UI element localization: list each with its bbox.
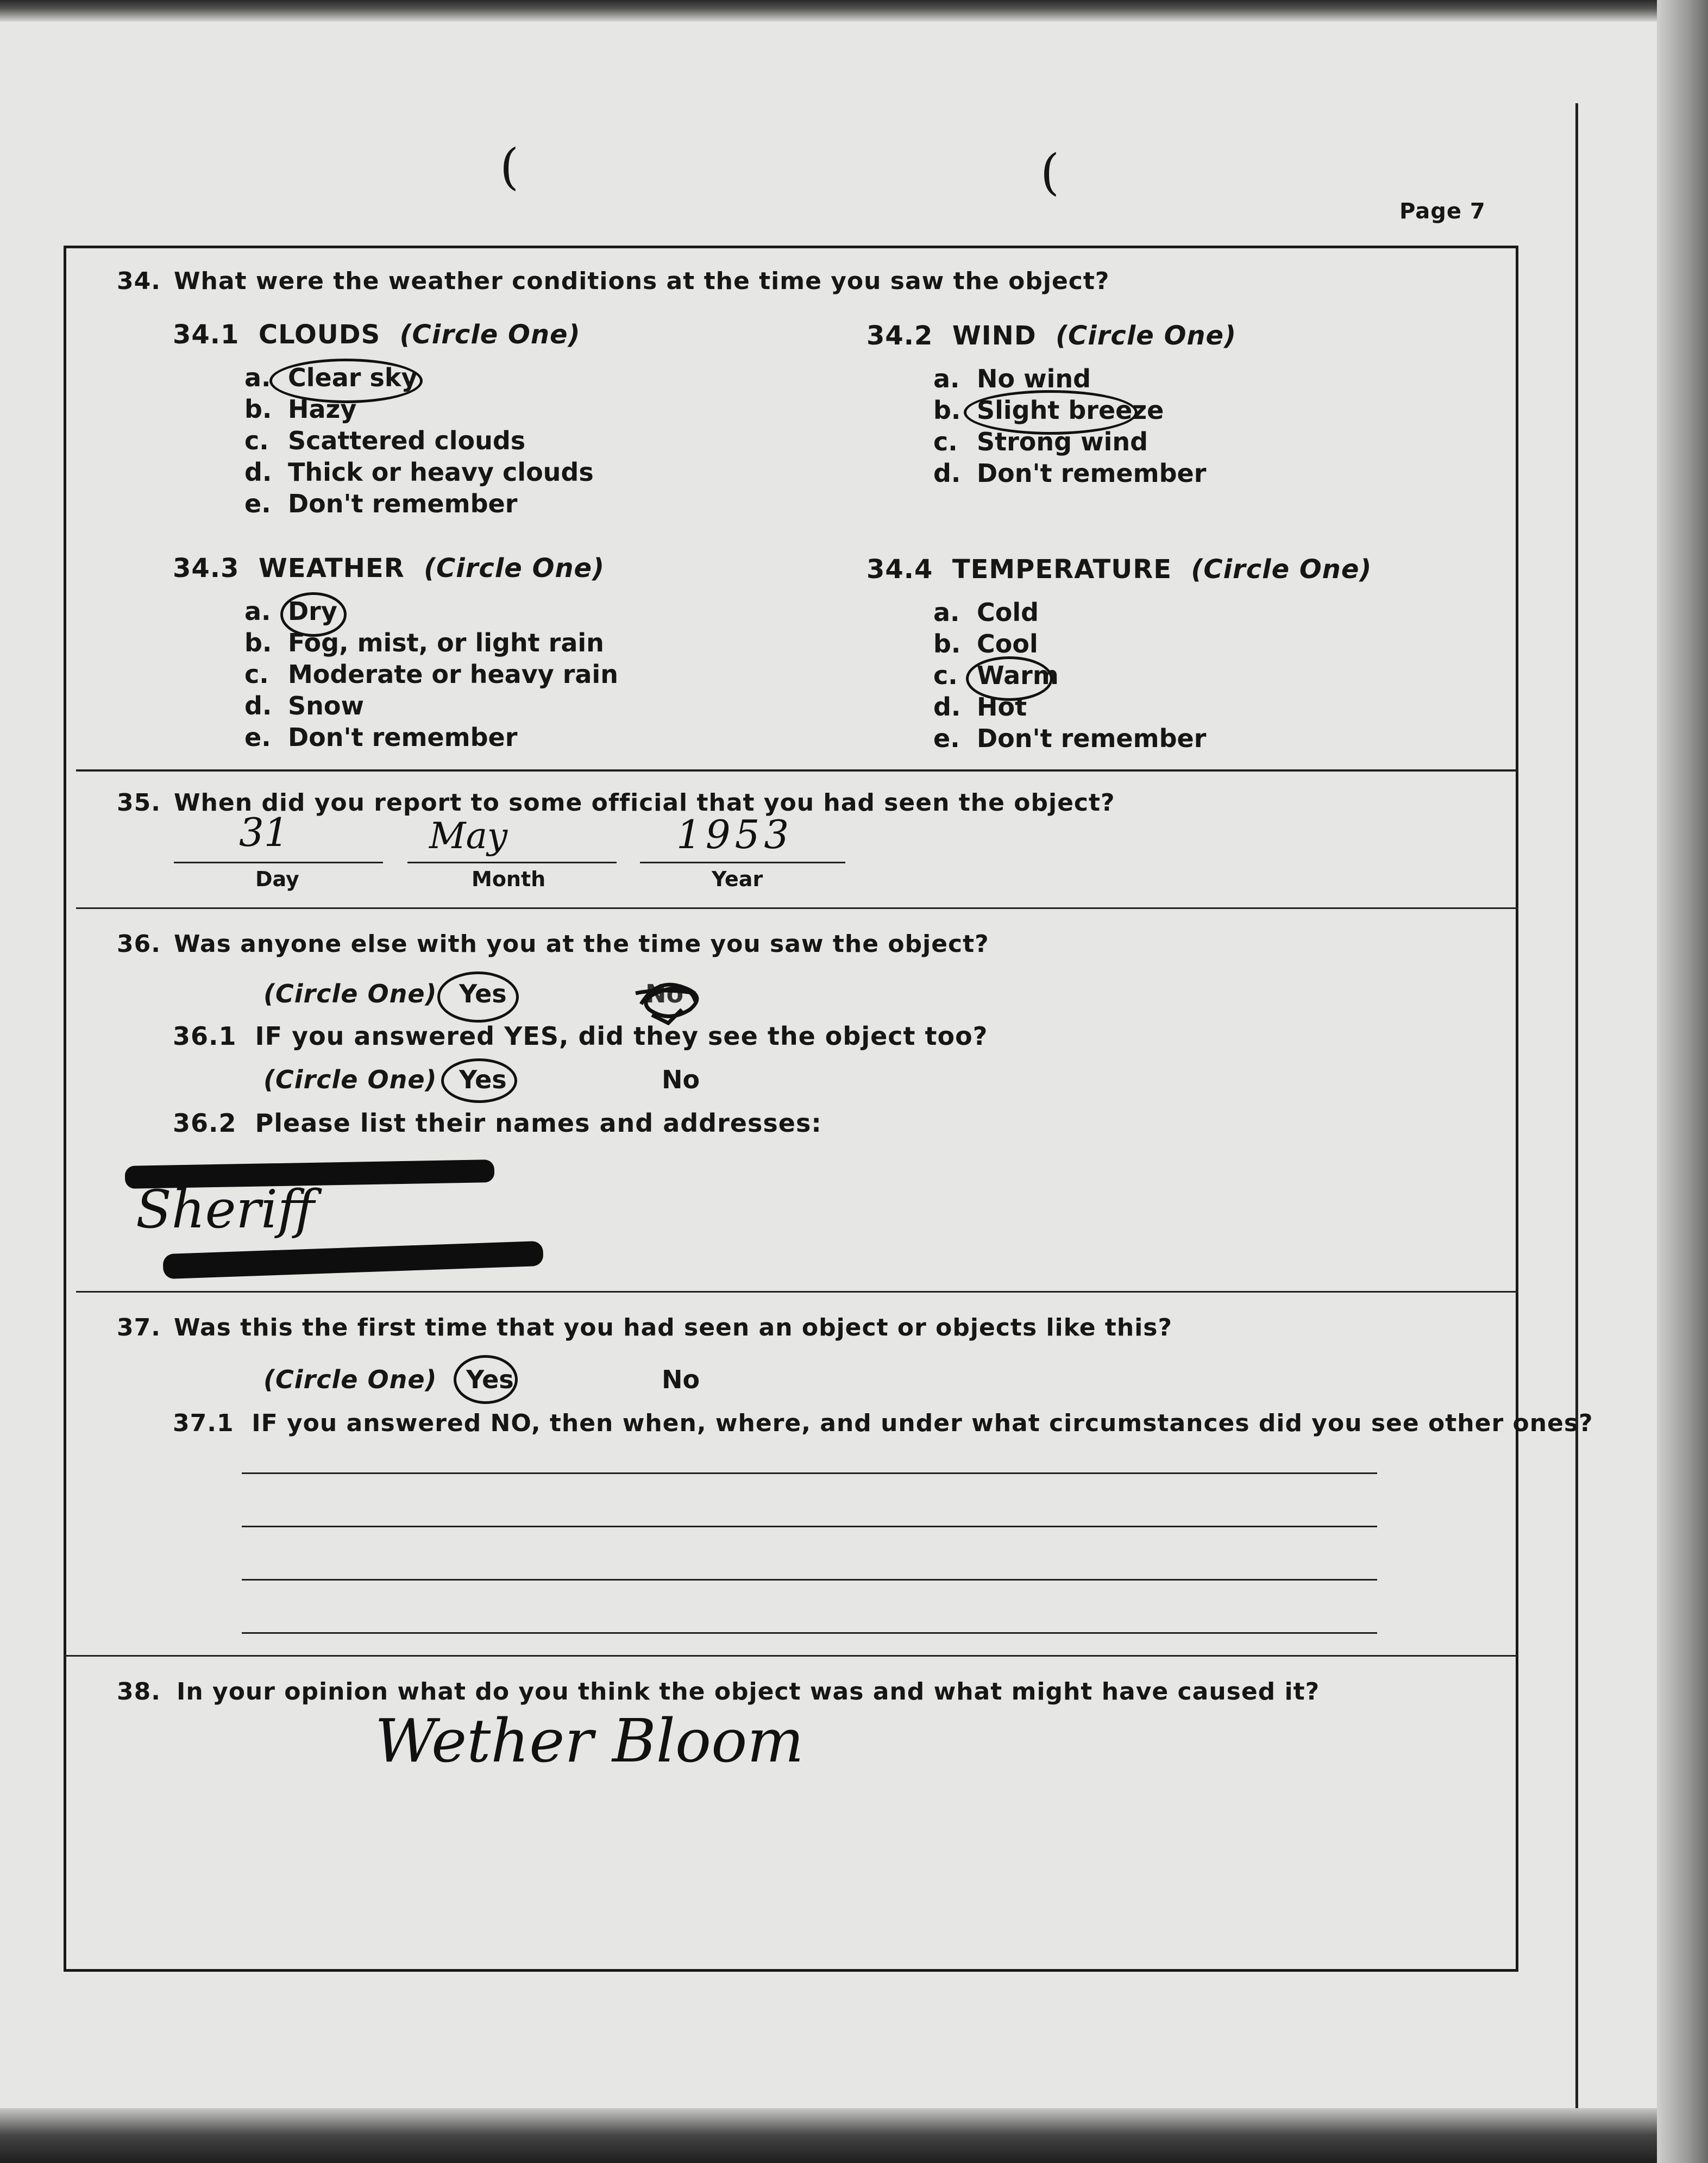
q36-1-no-option[interactable]: No: [662, 1065, 700, 1094]
temperature-option-c[interactable]: c. Warm: [933, 661, 1059, 690]
q36-yes-option[interactable]: Yes: [459, 979, 507, 1008]
divider-34-35: [76, 769, 1518, 772]
weather-option-c[interactable]: c. Moderate or heavy rain: [244, 660, 618, 689]
q37-no-option[interactable]: No: [662, 1365, 700, 1394]
page-right-border: [1575, 103, 1578, 2108]
scan-right-edge: [1657, 0, 1708, 2163]
wind-option-a[interactable]: a. No wind: [933, 364, 1091, 393]
q36-1-yes-circle: [441, 1058, 517, 1103]
q36-number: 36.: [117, 930, 161, 958]
q35-number: 35.: [117, 789, 161, 817]
q37-1-number: 37.1: [173, 1409, 234, 1437]
q36-yes-circle: [437, 971, 519, 1023]
wind-answer-circle: [964, 390, 1138, 435]
q36-1-instruction: (Circle One): [263, 1065, 437, 1094]
q34-4-title: TEMPERATURE: [952, 554, 1172, 585]
q37-number: 37.: [117, 1314, 161, 1341]
q34-3-number: 34.3: [173, 553, 240, 584]
wind-option-d[interactable]: d. Don't remember: [933, 459, 1207, 488]
temperature-option-a[interactable]: a. Cold: [933, 598, 1039, 627]
weather-answer-circle: [280, 592, 347, 637]
q36-2-heading: [173, 1108, 822, 1138]
q35-day-value[interactable]: 31: [239, 810, 289, 855]
q38-question: In your opinion what do you think the object was and what might have caused it?: [177, 1678, 1320, 1706]
q37-answer-line-4[interactable]: [242, 1632, 1377, 1634]
wind-option-c[interactable]: c. Strong wind: [933, 427, 1148, 456]
q34-4-heading: [866, 554, 1372, 585]
wind-option-b[interactable]: b. Slight breeze: [933, 396, 1164, 425]
q34-number: 34.: [117, 267, 161, 295]
weather-option-b[interactable]: b. Fog, mist, or light rain: [244, 628, 604, 657]
q36-1-question: IF you answered YES, did they see the object too?: [255, 1021, 988, 1051]
q38-number: 38.: [117, 1678, 161, 1706]
temperature-option-b[interactable]: b. Cool: [933, 629, 1038, 659]
q37-1-heading: [173, 1409, 1593, 1437]
q34-2-title: WIND: [952, 321, 1037, 351]
divider-36-37: [76, 1291, 1518, 1293]
q37-yes-circle: [454, 1355, 518, 1404]
q36-1-number: 36.1: [173, 1021, 237, 1051]
q34-2-heading: [866, 321, 1236, 351]
divider-37-38: [64, 1655, 1518, 1657]
q36-2-question: Please list their names and addresses:: [255, 1108, 822, 1138]
q36-2-number: 36.2: [173, 1108, 237, 1138]
punch-mark-right: (: [1040, 144, 1060, 201]
q34-1-number: 34.1: [173, 319, 240, 350]
q35-month-value[interactable]: May: [429, 815, 508, 857]
q34-1-title: CLOUDS: [258, 319, 381, 350]
q37-answer-line-2[interactable]: [242, 1526, 1377, 1527]
q35-year-line: [640, 862, 845, 863]
q34-4-instruction: (Circle One): [1191, 554, 1372, 585]
q36-question: Was anyone else with you at the time you saw the object?: [174, 930, 989, 958]
temperature-answer-circle: [966, 656, 1053, 701]
q35-question: When did you report to some official that you had seen the object?: [174, 789, 1115, 817]
q34-2-instruction: (Circle One): [1056, 321, 1237, 351]
q38-handwritten-answer[interactable]: Wether Bloom: [375, 1706, 804, 1776]
q37-1-question: IF you answered NO, then when, where, and under what circumstances did you see other ones?: [252, 1409, 1593, 1437]
q34-3-heading: [173, 553, 605, 584]
scan-bottom-edge: [0, 2108, 1708, 2163]
q37-answer-line-1[interactable]: [242, 1472, 1377, 1474]
q34-1-heading: [173, 319, 581, 350]
q35-year-value[interactable]: 1953: [676, 812, 794, 857]
scan-top-edge: [0, 0, 1708, 22]
q36-no-scribble: [630, 971, 712, 1026]
clouds-option-b[interactable]: b. Hazy: [244, 394, 357, 424]
clouds-option-d[interactable]: d. Thick or heavy clouds: [244, 457, 594, 487]
q35-day-line: [174, 862, 383, 863]
q35-year-label: Year: [712, 867, 763, 891]
clouds-answer-circle: [269, 359, 423, 403]
q37-instruction: (Circle One): [263, 1365, 437, 1394]
q35-month-label: Month: [472, 867, 546, 891]
q34-1-instruction: (Circle One): [399, 319, 581, 350]
q36-instruction: (Circle One): [263, 979, 437, 1008]
page-label: Page 7: [1399, 199, 1486, 224]
q36-1-yes-option[interactable]: Yes: [459, 1065, 507, 1094]
q34-2-number: 34.2: [866, 321, 933, 351]
q36-2-handwritten-name: Sheriff: [136, 1179, 315, 1240]
q34-3-instruction: (Circle One): [424, 553, 605, 584]
temperature-option-e[interactable]: e. Don't remember: [933, 724, 1207, 753]
weather-option-e[interactable]: e. Don't remember: [244, 723, 518, 752]
q34-4-number: 34.4: [866, 554, 933, 585]
q34-question: What were the weather conditions at the time you saw the object?: [174, 267, 1110, 295]
divider-35-36: [76, 907, 1518, 909]
q37-question: Was this the first time that you had seen an object or objects like this?: [174, 1314, 1173, 1341]
q35-day-label: Day: [255, 867, 299, 891]
q37-yes-option[interactable]: Yes: [466, 1365, 514, 1394]
weather-option-a[interactable]: a. Dry: [244, 597, 337, 626]
q35-month-line: [407, 862, 617, 863]
q37-answer-line-3[interactable]: [242, 1579, 1377, 1581]
clouds-option-c[interactable]: c. Scattered clouds: [244, 426, 526, 455]
q34-3-title: WEATHER: [258, 553, 405, 584]
q36-no-option[interactable]: No: [645, 979, 684, 1008]
weather-option-d[interactable]: d. Snow: [244, 691, 364, 720]
clouds-option-e[interactable]: e. Don't remember: [244, 489, 518, 518]
q36-1-heading: [173, 1021, 988, 1051]
clouds-option-a[interactable]: a. Clear sky: [244, 363, 418, 392]
temperature-option-d[interactable]: d. Hot: [933, 692, 1027, 722]
punch-mark-left: (: [500, 139, 519, 196]
